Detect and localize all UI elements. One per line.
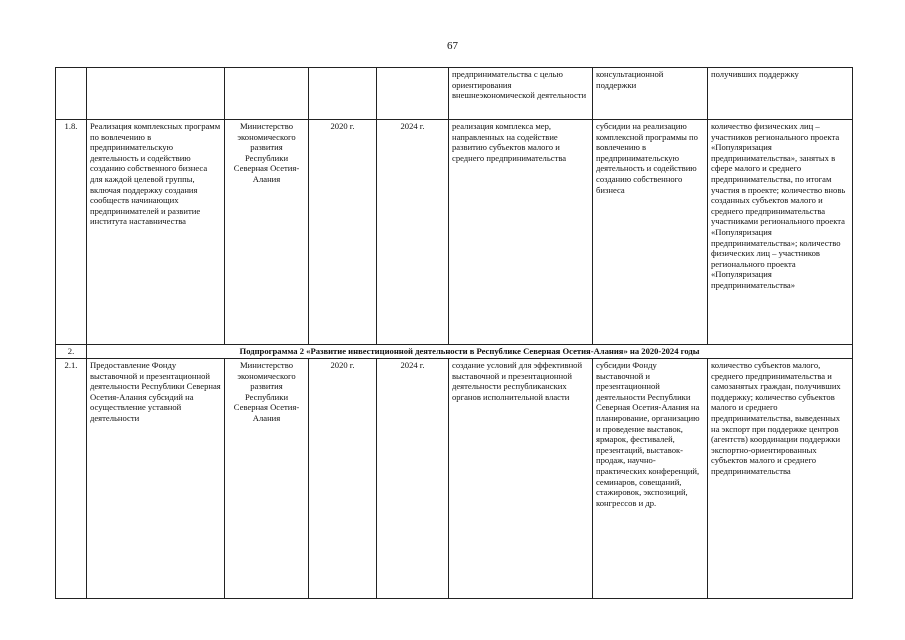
cell-result: реализация комплекса мер, направленных на содействие развитию субъектов малого и среднего предпринимательства [449,120,593,345]
cell-end: 2024 г. [377,359,449,599]
cell-start: 2020 г. [309,120,377,345]
cell-executor [225,68,309,120]
cell-name: Реализация комплексных программ по вовлечению в предпринимательскую деятельность и содействию созданию собственного бизнеса для каждой целевой группы, включая поддержку создания сообществ начинающих предпринимателей и развитие института наставничества [87,120,225,345]
cell-start: 2020 г. [309,359,377,599]
cell-mechanism: субсидии Фонду выставочной и презентационной деятельности Республики Северная Осетия-Алания на планирование, организацию и проведение выставок, ярмарок, фестивалей, презентаций, выставок-продаж, научно-практических конференций, семинаров, совещаний, стажировок, экспозиций, конгрессов и др. [593,359,708,599]
cell-mechanism: консультационной поддержки [593,68,708,120]
table-row [56,120,853,345]
cell-num: 2.1. [56,359,87,599]
cell-name: Предоставление Фонду выставочной и презентационной деятельности Республики Северная Осетия-Алания субсидий на осуществление уставной деятельности [87,359,225,599]
cell-start [309,68,377,120]
page-number: 67 [447,40,458,52]
table-row [56,68,853,120]
cell-num [56,68,87,120]
cell-indicator: количество физических лиц – участников регионального проекта «Популяризация предпринимательства», занятых в сфере малого и среднего предпринимательства, по итогам участия в проекте; количество вновь созданных субъектов малого и среднего предпринимательства участниками регионального проекта «Популяризация предпринимательства»; количество физических лиц – участников регионального проекта «Популяризация предпринимательства» [708,120,853,345]
cell-num: 2. [56,345,87,359]
cell-executor: Министерство экономического развития Республики Северная Осетия-Алания [225,120,309,345]
cell-result: создание условий для эффективной выставочной и презентационной деятельности республиканских органов исполнительной власти [449,359,593,599]
subprogram-row [56,345,853,359]
cell-end: 2024 г. [377,120,449,345]
table-row [56,359,853,599]
cell-indicator: получивших поддержку [708,68,853,120]
subprogram-title: Подпрограмма 2 «Развитие инвестиционной деятельности в Республике Северная Осетия-Алания» на 2020-2024 годы [87,345,853,359]
program-measures-table [55,67,853,599]
cell-executor: Министерство экономического развития Республики Северная Осетия-Алания [225,359,309,599]
cell-num: 1.8. [56,120,87,345]
cell-end [377,68,449,120]
cell-indicator: количество субъектов малого, среднего предпринимательства и самозанятых граждан, получивших поддержку; количество субъектов малого и среднего предпринимательства, выведенных на экспорт при поддержке центров (агентств) координации поддержки экспортно-ориентированных субъектов малого и среднего предпринимательства [708,359,853,599]
cell-mechanism: субсидии на реализацию комплексной программы по вовлечению в предпринимательскую деятельность и содействию созданию собственного бизнеса [593,120,708,345]
cell-name [87,68,225,120]
cell-result: предпринимательства с целью ориентирования внешнеэкономической деятельности [449,68,593,120]
